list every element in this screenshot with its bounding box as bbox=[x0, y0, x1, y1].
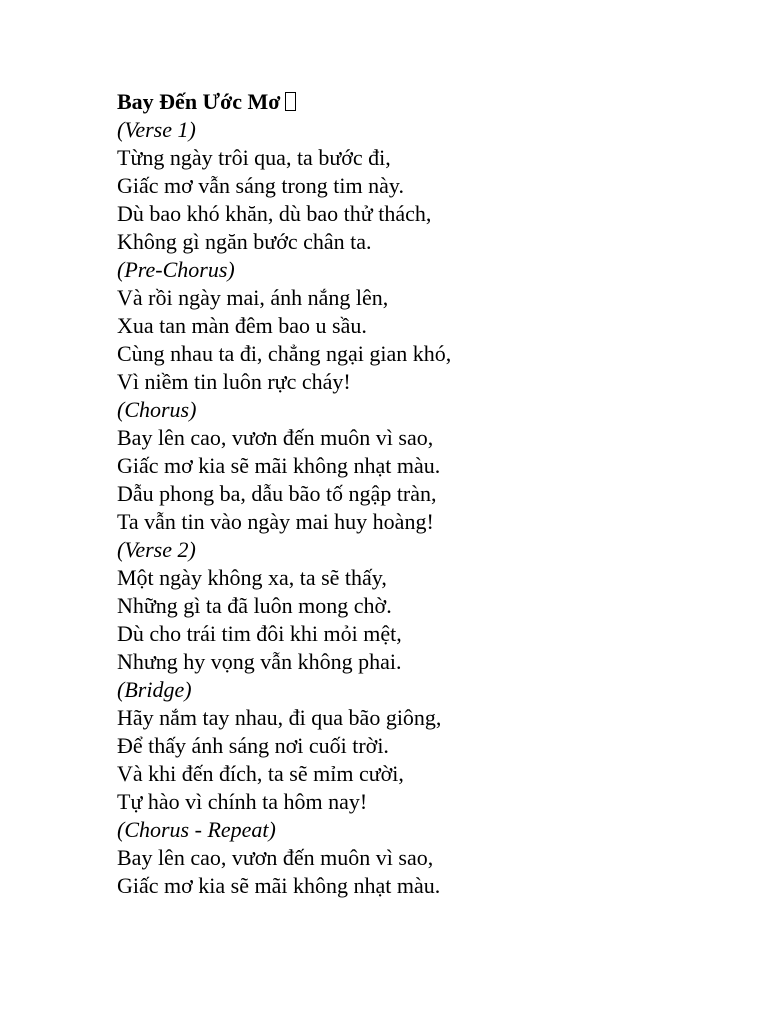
section-label: (Chorus) bbox=[117, 397, 197, 422]
lyric-line: Bay lên cao, vươn đến muôn vì sao, bbox=[117, 425, 434, 450]
document-page bbox=[117, 88, 717, 900]
section-verse-1 bbox=[117, 116, 717, 256]
lyric-line: Tự hào vì chính ta hôm nay! bbox=[117, 789, 368, 814]
lyric-line: Những gì ta đã luôn mong chờ. bbox=[117, 593, 392, 618]
lyric-line: Dù bao khó khăn, dù bao thử thách, bbox=[117, 201, 432, 226]
song-title-text: Bay Đến Ước Mơ bbox=[117, 89, 281, 114]
lyric-line: Bay lên cao, vươn đến muôn vì sao, bbox=[117, 845, 434, 870]
missing-glyph-icon bbox=[285, 92, 296, 111]
section-chorus-repeat bbox=[117, 816, 717, 900]
section-label: (Pre-Chorus) bbox=[117, 257, 235, 282]
lyric-line: Ta vẫn tin vào ngày mai huy hoàng! bbox=[117, 509, 434, 534]
section-label: (Bridge) bbox=[117, 677, 192, 702]
lyric-line: Để thấy ánh sáng nơi cuối trời. bbox=[117, 733, 389, 758]
lyric-line: Không gì ngăn bước chân ta. bbox=[117, 229, 372, 254]
section-label: (Verse 1) bbox=[117, 117, 196, 142]
lyric-line: Giấc mơ kia sẽ mãi không nhạt màu. bbox=[117, 873, 441, 898]
section-chorus bbox=[117, 396, 717, 536]
section-pre-chorus bbox=[117, 256, 717, 396]
section-bridge bbox=[117, 676, 717, 816]
lyric-line: Cùng nhau ta đi, chẳng ngại gian khó, bbox=[117, 341, 452, 366]
section-label: (Chorus - Repeat) bbox=[117, 817, 276, 842]
lyric-line: Xua tan màn đêm bao u sầu. bbox=[117, 313, 367, 338]
section-verse-2 bbox=[117, 536, 717, 676]
lyric-line: Vì niềm tin luôn rực cháy! bbox=[117, 369, 351, 394]
lyric-line: Giấc mơ vẫn sáng trong tim này. bbox=[117, 173, 404, 198]
lyric-line: Hãy nắm tay nhau, đi qua bão giông, bbox=[117, 705, 442, 730]
lyric-line: Dù cho trái tim đôi khi mỏi mệt, bbox=[117, 621, 402, 646]
lyric-line: Giấc mơ kia sẽ mãi không nhạt màu. bbox=[117, 453, 441, 478]
lyric-line: Dẫu phong ba, dẫu bão tố ngập tràn, bbox=[117, 481, 437, 506]
lyric-line: Nhưng hy vọng vẫn không phai. bbox=[117, 649, 402, 674]
section-label: (Verse 2) bbox=[117, 537, 196, 562]
song-title bbox=[117, 88, 717, 116]
lyric-line: Và khi đến đích, ta sẽ mỉm cười, bbox=[117, 761, 404, 786]
lyric-line: Và rồi ngày mai, ánh nắng lên, bbox=[117, 285, 389, 310]
lyric-line: Từng ngày trôi qua, ta bước đi, bbox=[117, 145, 391, 170]
lyric-line: Một ngày không xa, ta sẽ thấy, bbox=[117, 565, 387, 590]
